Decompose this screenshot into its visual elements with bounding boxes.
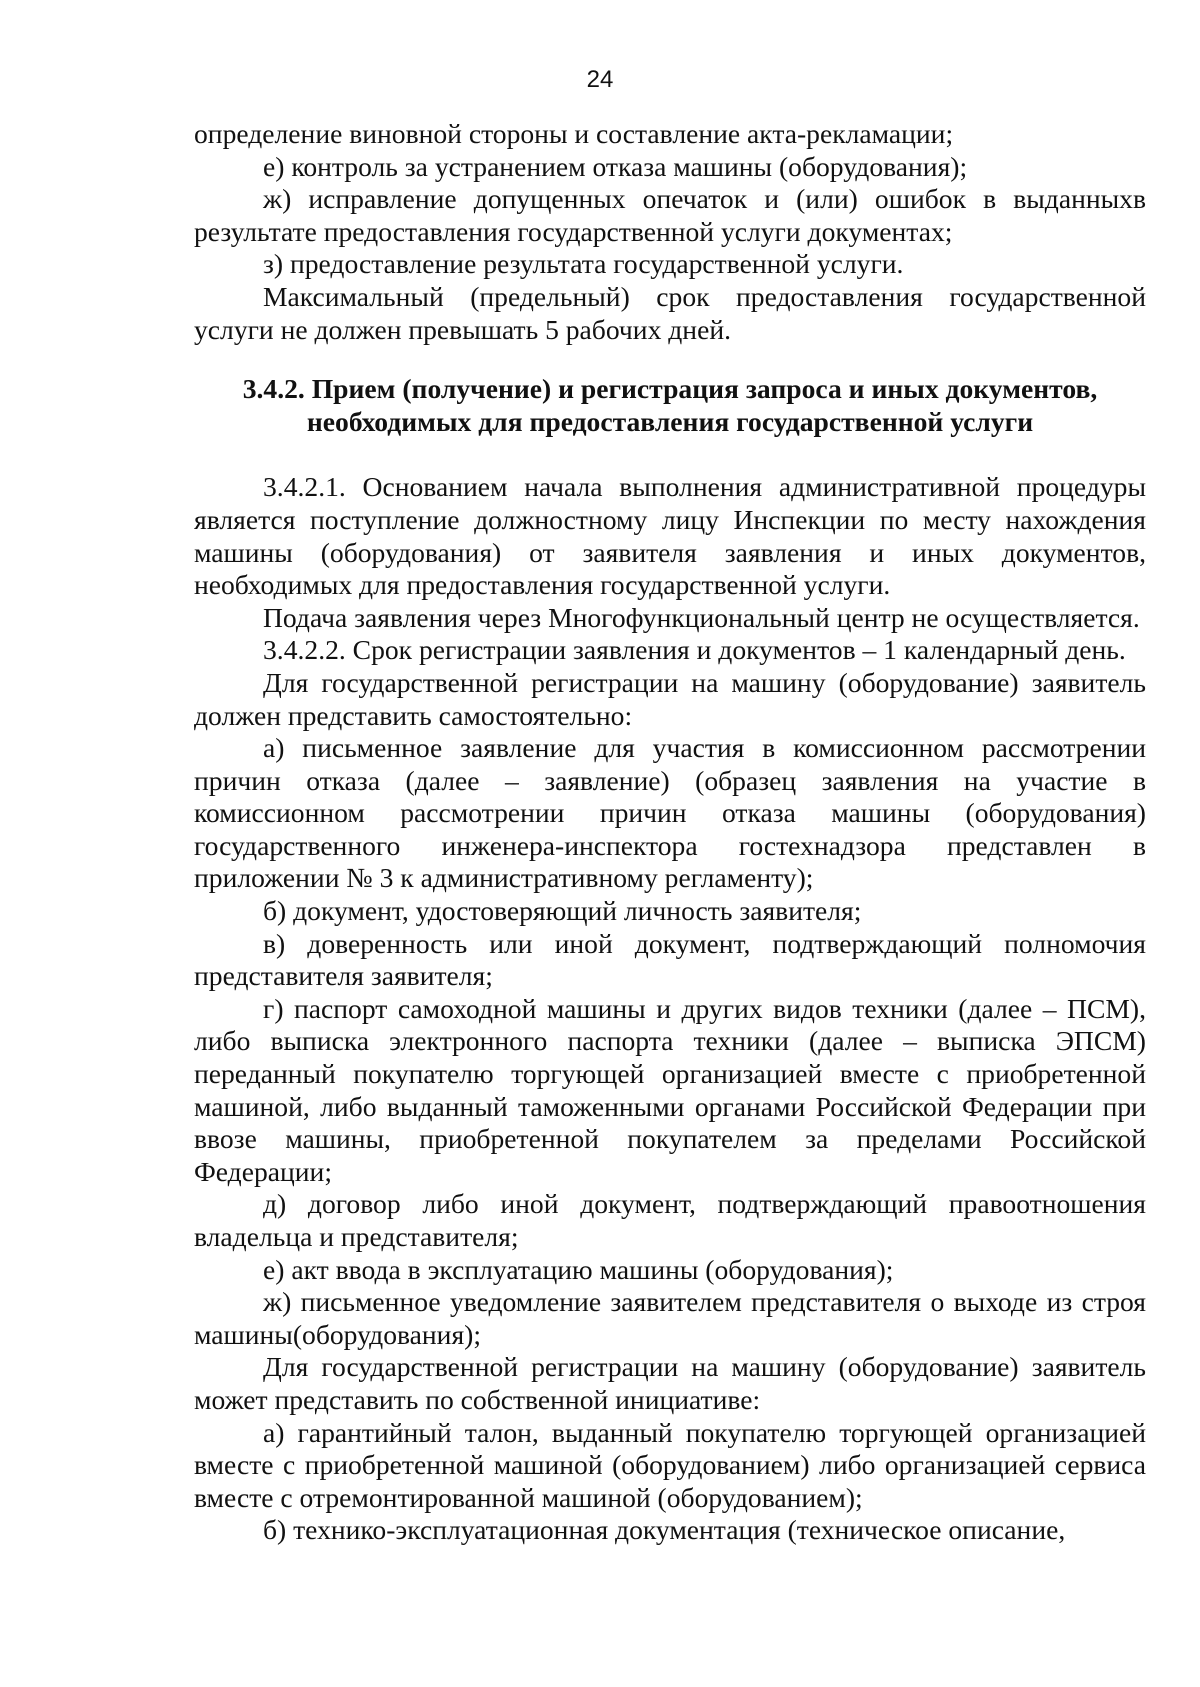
list-item: д) договор либо иной документ, подтверждающий правоотношения владельца и представителя; bbox=[194, 1188, 1146, 1252]
list-item: е) акт ввода в эксплуатацию машины (оборудования); bbox=[263, 1253, 894, 1285]
section-heading-line: необходимых для предоставления государственной услуги bbox=[306, 405, 1034, 437]
paragraph: 3.4.2.1. Основанием начала выполнения административной процедуры является поступление должностному лицу Инспекции по месту нахождения машины (оборудования) от заявителя заявления и иных документов, необходимых для предоставления государственной услуги. bbox=[194, 471, 1146, 601]
list-item: б) документ, удостоверяющий личность заявителя; bbox=[263, 895, 862, 927]
paragraph: Для государственной регистрации на машину (оборудование) заявитель должен представить самостоятельно: bbox=[194, 666, 1146, 731]
paragraph: е) контроль за устранением отказа машины (оборудования); bbox=[263, 150, 968, 182]
list-item: б) технико-эксплуатационная документация (техническое описание, bbox=[263, 1514, 1066, 1546]
list-item: г) паспорт самоходной машины и других видов техники (далее – ПСМ), либо выписка электронного паспорта техники (далее – выписка ЭПСМ) переданный покупателю торгующей организацией вместе с приобретенной машиной, либо выданный таможенными органами Российской Федерации при ввозе машины, приобретенной покупателем за пределами Российской Федерации; bbox=[194, 992, 1146, 1187]
list-item: а) гарантийный талон, выданный покупателю торгующей организацией вместе с приобретенной машиной (оборудованием) либо организацией сервиса вместе с отремонтированной машиной (оборудованием); bbox=[194, 1416, 1146, 1513]
paragraph: 3.4.2.2. Срок регистрации заявления и документов – 1 календарный день. bbox=[263, 634, 1126, 666]
section-heading bbox=[194, 373, 1146, 438]
paragraph: Максимальный (предельный) срок предоставления государственной услуги не должен превышать 5 рабочих дней. bbox=[194, 280, 1146, 345]
document-body bbox=[194, 118, 1146, 1547]
paragraph: Для государственной регистрации на машину (оборудование) заявитель может представить по собственной инициативе: bbox=[194, 1351, 1146, 1415]
paragraph: определение виновной стороны и составление акта-рекламации; bbox=[194, 118, 954, 149]
list-item: в) доверенность или иной документ, подтверждающий полномочия представителя заявителя; bbox=[194, 927, 1146, 992]
paragraph: Подача заявления через Многофункциональный центр не осуществляется. bbox=[263, 601, 1140, 633]
paragraph: з) предоставление результата государственной услуги. bbox=[263, 248, 904, 280]
list-item: ж) письменное уведомление заявителем представителя о выходе из строя машины(оборудования); bbox=[194, 1286, 1146, 1350]
list-item: а) письменное заявление для участия в комиссионном рассмотрении причин отказа (далее – заявление) (образец заявления на участие в комиссионном рассмотрении причин отказа машины (оборудования) государственного инженера-инспектора гостехнадзора представлен в приложении № 3 к административному регламенту); bbox=[194, 732, 1146, 894]
page-number: 24 bbox=[586, 66, 614, 93]
paragraph: ж) исправление допущенных опечаток и (или) ошибок в выданныхв результате предоставления государственной услуги документах; bbox=[194, 183, 1146, 247]
section-heading-line: 3.4.2. Прием (получение) и регистрация запроса и иных документов, bbox=[242, 373, 1098, 405]
